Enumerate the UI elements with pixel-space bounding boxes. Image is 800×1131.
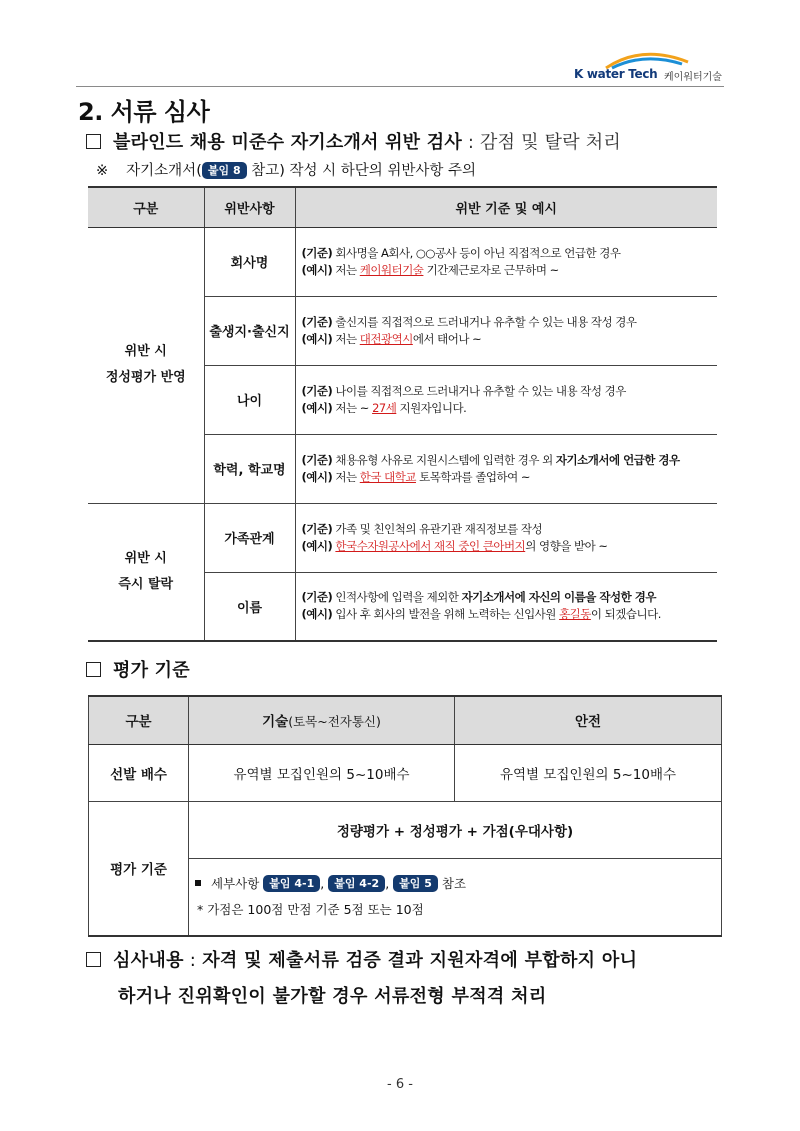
criteria-header-row <box>89 696 722 744</box>
company-logo <box>574 50 734 84</box>
section-title: 2. 서류 심사 <box>78 98 210 126</box>
violation-description: (기준) 인적사항에 입력을 제외한 자기소개서에 자신의 이름을 작성한 경우 (예시) 입사 후 회사의 발전을 위해 노력하는 신입사원 홍길동이 되겠습니다. <box>295 572 717 641</box>
note-post: 참고) 작성 시 하단의 위반사항 주의 <box>246 163 477 179</box>
attachment-badge: 붙임 5 <box>393 875 438 892</box>
heading-criteria-text: 평가 기준 <box>113 660 190 681</box>
table-row <box>88 503 717 572</box>
violation-description: (기준) 나이를 직접적으로 드러내거나 유추할 수 있는 내용 작성 경우 (예시) 저는 ~ 27세 지원자입니다. <box>295 365 717 434</box>
table-row <box>88 227 717 296</box>
group-disqualify <box>88 503 204 641</box>
attachment-badge: 붙임 8 <box>202 162 247 179</box>
eval-criteria-label: 평가 기준 <box>89 801 189 936</box>
bonus-footnote: * 가점은 100점 만점 기준 5점 또는 10점 <box>197 901 424 917</box>
select-ratio-tech: 유역별 모집인원의 5~10배수 <box>189 744 455 801</box>
violation-category: 가족관계 <box>204 503 295 572</box>
attachment-badge: 붙임 4-1 <box>263 875 320 892</box>
checkbox-square-icon <box>86 134 101 149</box>
heading-blind-check-rest: : 감점 및 탈락 처리 <box>461 132 621 153</box>
violation-description: (기준) 회사명을 A회사, ○○공사 등이 아닌 직접적으로 언급한 경우 (예시) 저는 케이워터기술 기간제근로자로 근무하며 ~ <box>295 227 717 296</box>
table-row <box>89 801 722 858</box>
heading-blind-check <box>86 128 621 154</box>
header-divider <box>76 86 724 87</box>
note-line <box>96 159 476 180</box>
violation-category: 학력, 학교명 <box>204 434 295 503</box>
violation-category: 회사명 <box>204 227 295 296</box>
checkbox-square-icon <box>86 952 101 967</box>
reference-mark: ※ <box>96 163 109 179</box>
group-line2: 즉시 탈락 <box>118 576 174 592</box>
eval-formula: 정량평가 + 정성평가 + 가점(우대사항) <box>189 801 722 858</box>
checkbox-square-icon <box>86 662 101 677</box>
violation-description: (기준) 채용유형 사유로 지원시스템에 입력한 경우 외 자기소개서에 언급한 경우 (예시) 저는 한국 대학교 토목학과를 졸업하여 ~ <box>295 434 717 503</box>
table-row <box>89 744 722 801</box>
group-line2: 정성평가 반영 <box>105 370 186 385</box>
heading-review-content-line2: 하거나 진위확인이 불가할 경우 서류전형 부적격 처리 <box>118 986 547 1007</box>
select-ratio-safety: 유역별 모집인원의 5~10배수 <box>455 744 722 801</box>
violation-description: (기준) 가족 및 친인척의 유관기관 재직정보를 작성 (예시) 한국수자원공사에서 재직 중인 큰아버지의 영향을 받아 ~ <box>295 503 717 572</box>
violation-category: 나이 <box>204 365 295 434</box>
criteria-table <box>88 695 722 937</box>
heading-blind-check-bold: 블라인드 채용 미준수 자기소개서 위반 검사 <box>113 132 462 153</box>
attachment-badge: 붙임 4-2 <box>328 875 385 892</box>
criteria-header-safety: 안전 <box>455 696 722 744</box>
violation-table <box>88 186 717 642</box>
group-line1: 위반 시 <box>124 344 167 359</box>
criteria-header-category: 구분 <box>89 696 189 744</box>
company-name: 케이워터기술 <box>664 72 722 83</box>
select-ratio-label: 선발 배수 <box>89 744 189 801</box>
eval-details: 세부사항 붙임 4-1 , 붙임 4-2 , 붙임 5 참조 * 가점은 100점 만점 기준 5점 또는 10점 <box>189 858 722 936</box>
note-pre: 자기소개서( <box>126 163 202 179</box>
group-qualitative <box>88 227 204 503</box>
table-header-row <box>88 187 717 227</box>
violation-category: 출생지·출신지 <box>204 296 295 365</box>
group-line1: 위반 시 <box>124 550 167 566</box>
header-criteria: 위반 기준 및 예시 <box>295 187 717 227</box>
violation-category: 이름 <box>204 572 295 641</box>
criteria-header-tech: 기술(토목~전자통신) <box>189 696 455 744</box>
header-violation: 위반사항 <box>204 187 295 227</box>
header-category: 구분 <box>88 187 204 227</box>
bullet-icon <box>195 880 201 886</box>
heading-review-content: 심사내용 : 자격 및 제출서류 검증 결과 지원자격에 부합하지 아니 <box>86 946 637 972</box>
heading-criteria <box>86 656 190 682</box>
violation-description: (기준) 출신지를 직접적으로 드러내거나 유추할 수 있는 내용 작성 경우 (예시) 저는 대전광역시에서 태어나 ~ <box>295 296 717 365</box>
logo-text: K water Tech <box>574 67 658 81</box>
page-number: - 6 - <box>387 1077 413 1092</box>
